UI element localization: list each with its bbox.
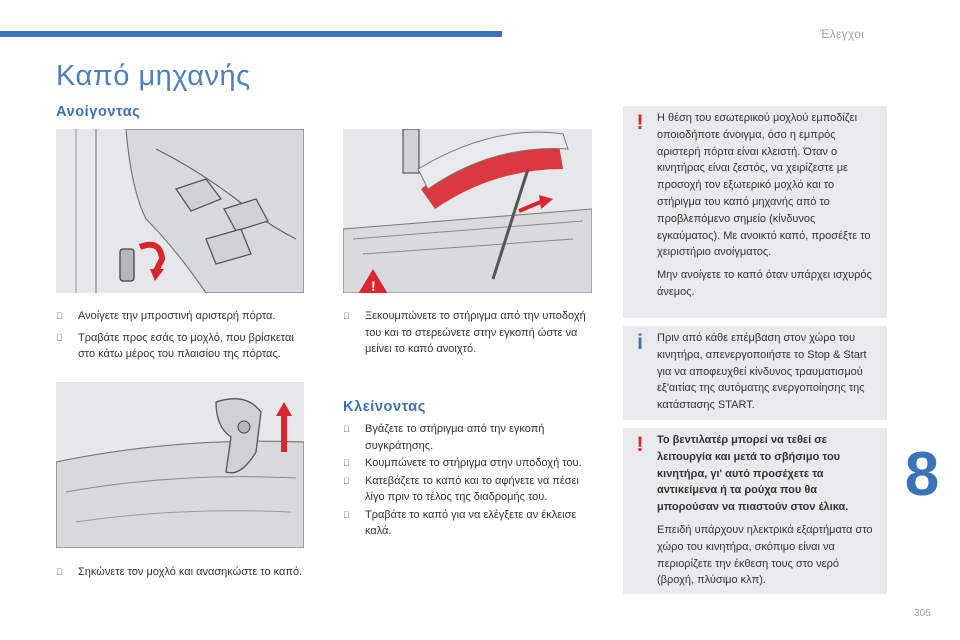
interior-lever-illustration [56,129,304,293]
bullet-icon [343,473,361,490]
warning-icon: ! [636,433,644,456]
warning-note-text [657,432,879,595]
note-paragraph: Η θέση του εσωτερικού μοχλού εμποδίζει οποιοδήποτε άνοιγμα, όσο η εμπρός αριστερή πόρτα είναι κλειστή. Όταν ο κινητήρας είναι ζεστός, να χειρίζεστε με προσοχή τον εξωτερικό μοχλό και το στήριγμα του καπό μηχανής από το προβλεπόμενο σημείο (κίνδυνος εγκαύματος). Με ανοικτό καπό, προσέξτε το χειριστήριο ανοίγματος. [657,112,871,259]
bullet-icon [343,308,361,325]
bullet-icon [343,455,361,472]
warning-note-hood [623,106,887,318]
list-item: Τραβάτε το καπό για να ελέγξετε αν έκλεισε καλά. [343,507,593,540]
list-item: Ανοίγετε την μπροστινή αριστερή πόρτα. [56,308,306,325]
header-bar [0,31,502,37]
note-paragraph: Μην ανοίγετε το καπό όταν υπάρχει ισχυρός άνεμος. [657,269,872,298]
list-item: Κατεβάζετε το καπό και το αφήνετε να πέσει λίγο πριν το τέλος της διαδρομής του. [343,473,593,506]
opening-heading: Ανοίγοντας [56,104,141,120]
bullet-icon [56,308,74,325]
info-icon: i [637,331,643,354]
warning-icon: ! [636,111,644,134]
list-item: Βγάζετε το στήριγμα από την εγκοπή συγκράτησης. [343,421,593,454]
photo-exterior-catch [56,382,304,548]
closing-steps [343,421,593,541]
exterior-catch-illustration [56,382,304,548]
svg-text:!: ! [371,278,376,293]
info-note-text [657,330,879,420]
page-title: Καπό μηχανής [56,60,251,92]
opening-steps-left-bottom [56,564,306,586]
bullet-icon [343,421,361,438]
info-note-stop-start [623,326,887,420]
chapter-number: 8 [904,440,940,509]
list-item: Σηκώνετε τον μοχλό και ανασηκώστε το καπό. [56,564,306,581]
section-label: Έλεγχοι [820,27,865,41]
photo-interior-lever [56,129,304,293]
page-number: 305 [914,608,931,619]
list-item: Ξεκουμπώνετε το στήριγμα από την υποδοχή του και το στερεώνετε στην εγκοπή ώστε να μείνει το καπό ανοιχτό. [343,308,593,358]
closing-heading: Κλείνοντας [343,399,426,415]
hood-stay-illustration [343,129,592,293]
opening-steps-middle [343,308,593,363]
opening-steps-left [56,308,306,368]
warning-note-text [657,110,879,307]
photo-hood-stay [343,129,592,293]
note-paragraph: Πριν από κάθε επέμβαση στον χώρο του κινητήρα, απενεργοποιήστε το Stop & Start για να αποφευχθεί κίνδυνος τραυματισμού εξ'αιτίας της αυτόματης ενεργοποίησης της κατάστασης START. [657,332,867,412]
bullet-icon [56,330,74,347]
warning-note-fan [623,428,887,594]
note-paragraph: Επειδή υπάρχουν ηλεκτρικά εξαρτήματα στο χώρο του κινητήρα, σκόπιμο είναι να περιορίζετε την έκθεση τους στο νερό (βροχή, πλύσιμο κλπ). [657,523,873,587]
list-item: Τραβάτε προς εσάς το μοχλό, που βρίσκεται στο κάτω μέρος του πλαισίου της πόρτας. [56,330,306,363]
bullet-icon [343,507,361,524]
note-bold-paragraph: Το βεντιλατέρ μπορεί να τεθεί σε λειτουργία και μετά το σβήσιμο του κινητήρα, γι' αυτό προσέχετε τα αντικείμενα ή τα ρούχα που θα μπορούσαν να πιαστούν στον έλικα. [657,434,849,514]
list-item: Κουμπώνετε το στήριγμα στην υποδοχή του. [343,455,593,472]
bullet-icon [56,564,74,581]
